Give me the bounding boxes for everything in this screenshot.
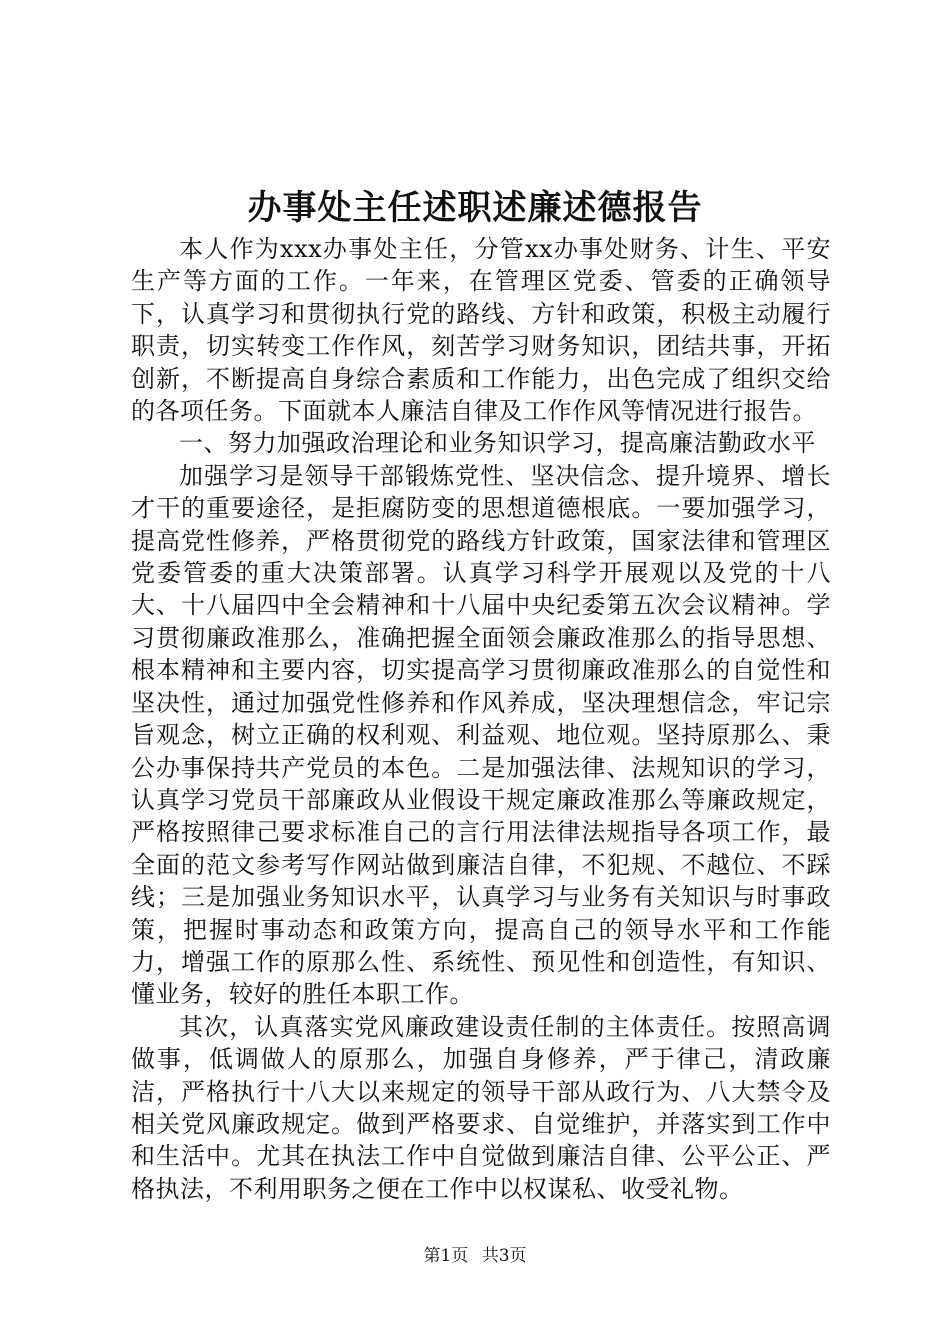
page-total: 共3页	[481, 1246, 527, 1266]
paragraph-section-heading: 一、努力加强政治理论和业务知识学习，提高廉洁勤政水平	[179, 429, 816, 458]
paragraph-intro: 本人作为xxx办事处主任，分管xx办事处财务、计生、平安生产等方面的工作。一年来，在管理区党委、管委的正确领导下，认真学习和贯彻执行党的路线、方针和政策，积极主动履行职责，切实转变工作作风，刻苦学习财务知识，团结共事，开拓创新，不断提高自身综合素质和工作能力，出色完成了组织交给的各项任务。下面就本人廉洁自律及工作作风等情况进行报告。	[131, 235, 831, 426]
page-number: 第1页	[423, 1246, 469, 1266]
document-title: 办事处主任述职述廉述德报告	[247, 188, 703, 228]
page-footer	[0, 1245, 950, 1267]
paragraph-study: 加强学习是领导干部锻炼党性、坚决信念、提升境界、增长才干的重要途径，是拒腐防变的思想道德根底。一要加强学习，提高党性修养，严格贯彻党的路线方针政策，国家法律和管理区党委管委的重大决策部署。认真学习科学开展观以及党的十八大、十八届四中全会精神和十八届中央纪委第五次会议精神。学习贯彻廉政准那么，准确把握全面领会廉政准那么的指导思想、根本精神和主要内容，切实提高学习贯彻廉政准那么的自觉性和坚决性，通过加强党性修养和作风养成，坚决理想信念，牢记宗旨观念，树立正确的权利观、利益观、地位观。坚持原那么、秉公办事保持共产党员的本色。二是加强法律、法规知识的学习，认真学习党员干部廉政从业假设干规定廉政准那么等廉政规定，严格按照律己要求标准自己的言行用法律法规指导各项工作，最全面的范文参考写作网站做到廉洁自律，不犯规、不越位、不踩线；三是加强业务知识水平，认真学习与业务有关知识与时事政策，把握时事动态和政策方向，提高自己的领导水平和工作能力，增强工作的原那么性、系统性、预见性和创造性，有知识、懂业务，较好的胜任本职工作。	[131, 461, 831, 1009]
paragraph-responsibility: 其次，认真落实党风廉政建设责任制的主体责任。按照高调做事，低调做人的原那么，加强自身修养，严于律己，清政廉洁，严格执行十八大以来规定的领导干部从政行为、八大禁令及相关党风廉政规定。做到严格要求、自觉维护，并落实到工作中和生活中。尤其在执法工作中自觉做到廉洁自律、公平公正、严格执法，不利用职务之便在工作中以权谋私、收受礼物。	[131, 1012, 831, 1203]
document-body	[131, 233, 831, 1205]
